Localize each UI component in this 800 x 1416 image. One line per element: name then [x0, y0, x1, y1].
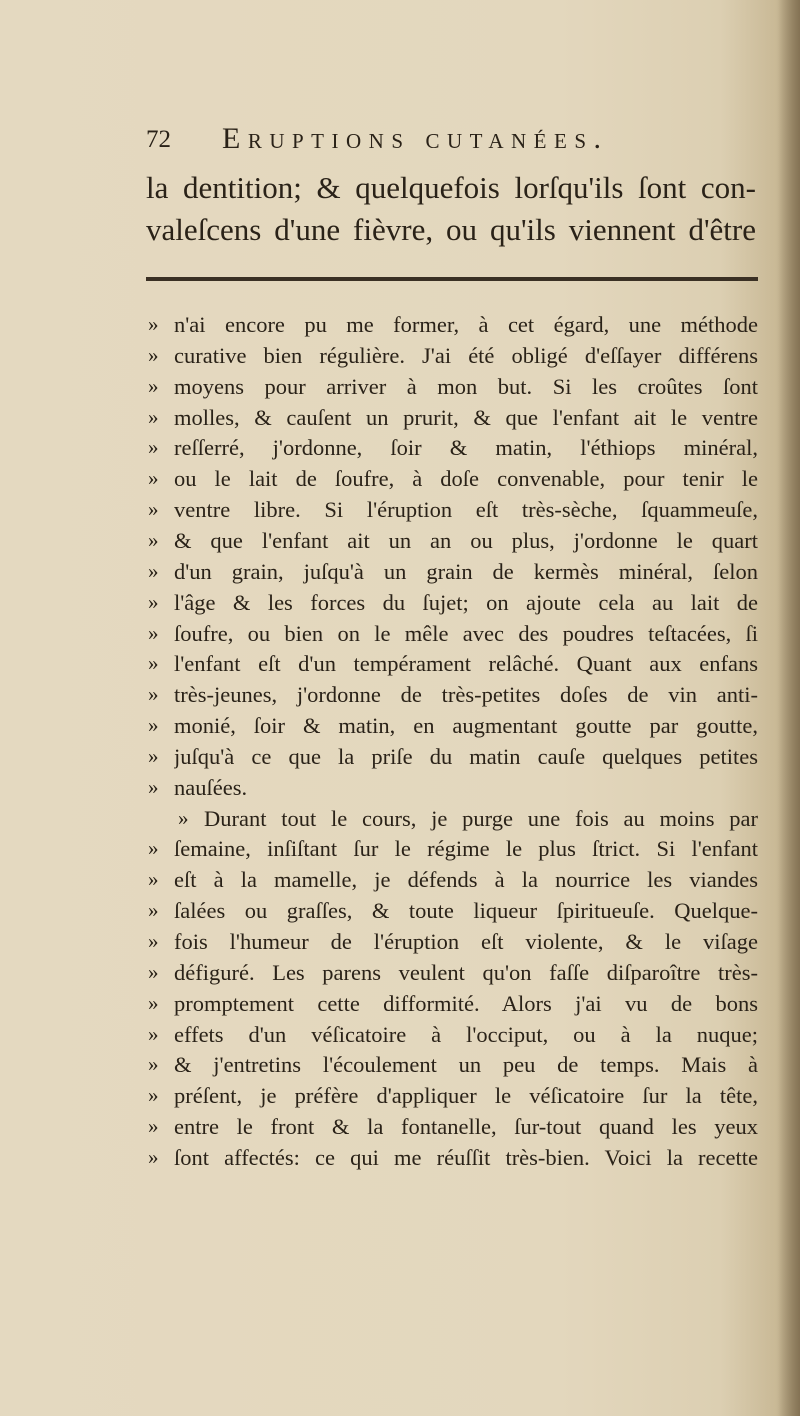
quote-mark: »	[148, 651, 159, 676]
quote-mark: »	[148, 466, 159, 491]
quote-line-text: eſt à la mamelle, je défends à la nourrice les viandes	[174, 867, 758, 893]
quote-line	[148, 651, 758, 681]
quote-line-text: fois l'humeur de l'éruption eſt violente, & le viſage	[174, 929, 758, 954]
quote-mark: »	[148, 404, 159, 429]
quote-line	[148, 713, 758, 743]
quote-line-text: n'ai encore pu me former, à cet égard, une méthode	[174, 312, 758, 337]
quote-mark: »	[148, 589, 159, 614]
quote-line	[148, 405, 758, 435]
quote-line-text: d'un grain, juſqu'à un grain de kermès minéral, ſelon	[174, 558, 758, 584]
quote-line-text: l'enfant eſt d'un tempérament relâché. Quant aux enfans	[174, 651, 758, 677]
quote-line	[148, 528, 758, 558]
quote-line-text: & que l'enfant ait un an ou plus, j'ordonne le quart	[174, 527, 758, 553]
quote-line-text: défiguré. Les parens veulent qu'on faſſe diſparoître très-	[174, 959, 758, 985]
quote-line	[148, 1083, 758, 1113]
quote-mark: »	[148, 898, 159, 923]
quote-line-text: ſemaine, inſiſtant ſur le régime le plus ſtrict. Si l'enfant	[174, 836, 758, 862]
quote-line	[148, 374, 758, 404]
quote-line-text: ou le lait de ſoufre, à doſe convenable, pour tenir le	[174, 466, 758, 492]
page-number: 72	[146, 126, 171, 153]
quote-line-text: ſont affectés: ce qui me réuſſit très-bien. Voici la recette	[174, 1144, 758, 1170]
quote-line	[148, 621, 758, 651]
quote-mark: »	[148, 558, 159, 583]
quote-line-text: nauſées.	[174, 774, 248, 800]
quote-mark: »	[148, 527, 159, 552]
quote-line-text: Durant tout le cours, je purge une fois au moins par	[204, 805, 758, 831]
quote-mark: »	[148, 836, 159, 861]
quote-mark: »	[148, 774, 159, 799]
quote-line-text: monié, ſoir & matin, en augmentant goutte par goutte,	[174, 713, 758, 739]
quote-mark: »	[148, 867, 159, 892]
quote-line	[148, 497, 758, 527]
quote-line	[148, 929, 758, 959]
quote-line-text: juſqu'à ce que la priſe du matin cauſe quelques petites	[174, 743, 758, 769]
quote-line	[148, 343, 758, 373]
quote-mark: »	[148, 682, 159, 707]
quote-line	[148, 466, 758, 496]
quote-line-text: entre le front & la fontanelle, ſur-tout quand les yeux	[174, 1114, 758, 1140]
quote-mark: »	[148, 713, 159, 738]
quote-mark: »	[148, 743, 159, 768]
quote-mark: »	[148, 959, 159, 984]
quote-line	[148, 682, 758, 712]
quote-mark: »	[148, 1083, 159, 1108]
running-title: Eruptions cutanées.	[222, 122, 609, 155]
quote-mark: »	[148, 929, 159, 953]
body-line: valeſcens d'une fièvre, ou qu'ils viennent d'être	[146, 212, 756, 247]
quote-line-text: ſoufre, ou bien on le mêle avec des poudres teſtacées, ſi	[174, 620, 758, 646]
quote-mark: »	[148, 373, 159, 398]
quote-line-text: promptement cette difformité. Alors j'ai vu de bons	[174, 990, 758, 1016]
quote-line-text: préſent, je préfère d'appliquer le véſicatoire ſur la tête,	[174, 1083, 758, 1109]
quote-line-text: reſſerré, j'ordonne, ſoir & matin, l'éthiops minéral,	[174, 435, 758, 461]
quote-line	[148, 991, 758, 1021]
quote-line	[148, 898, 758, 928]
quote-line	[148, 775, 758, 805]
quote-line-text: curative bien régulière. J'ai été obligé d'eſſayer différens	[174, 342, 758, 368]
body-line: la dentition; & quelquefois lorſqu'ils ſont con-	[146, 170, 756, 205]
quote-line-text: très-jeunes, j'ordonne de très-petites doſes de vin anti-	[174, 682, 758, 708]
quote-line	[148, 590, 758, 620]
quote-line-text: molles, & cauſent un prurit, & que l'enfant ait le ventre	[174, 404, 758, 430]
quote-line	[148, 312, 758, 342]
quote-line	[148, 1145, 758, 1175]
quote-mark: »	[148, 312, 159, 336]
quote-mark: »	[148, 342, 159, 367]
quote-line-text: effets d'un véſicatoire à l'occiput, ou à la nuque;	[174, 1021, 758, 1047]
quote-mark: »	[148, 1021, 159, 1046]
quote-line-text: & j'entretins l'écoulement un peu de temps. Mais à	[174, 1052, 758, 1078]
quote-line-text: l'âge & les forces du ſujet; on ajoute cela au lait de	[174, 589, 758, 615]
quote-line-text: ventre libre. Si l'éruption eſt très-sèche, ſquammeuſe,	[174, 497, 758, 523]
quote-line	[148, 435, 758, 465]
quote-mark: »	[148, 1052, 159, 1077]
quote-mark: »	[148, 620, 159, 645]
quote-line	[148, 867, 758, 897]
quote-mark: »	[148, 1114, 159, 1139]
quote-line	[148, 806, 758, 836]
quote-mark: »	[178, 805, 189, 830]
quote-mark: »	[148, 990, 159, 1015]
quote-line	[148, 1022, 758, 1052]
quote-line-text: moyens pour arriver à mon but. Si les croûtes ſont	[174, 373, 758, 399]
quote-line	[148, 1114, 758, 1144]
quote-line	[148, 559, 758, 589]
quote-mark: »	[148, 497, 159, 522]
quote-line-text: ſalées ou graſſes, & toute liqueur ſpiritueuſe. Quelque-	[174, 898, 758, 924]
quote-line	[148, 1052, 758, 1082]
quote-mark: »	[148, 435, 159, 460]
quote-line	[148, 744, 758, 774]
quote-line	[148, 960, 758, 990]
running-header	[146, 122, 766, 162]
quote-mark: »	[148, 1144, 159, 1169]
page-gutter-shadow	[778, 0, 800, 1416]
horizontal-rule	[146, 277, 758, 281]
quote-line	[148, 836, 758, 866]
